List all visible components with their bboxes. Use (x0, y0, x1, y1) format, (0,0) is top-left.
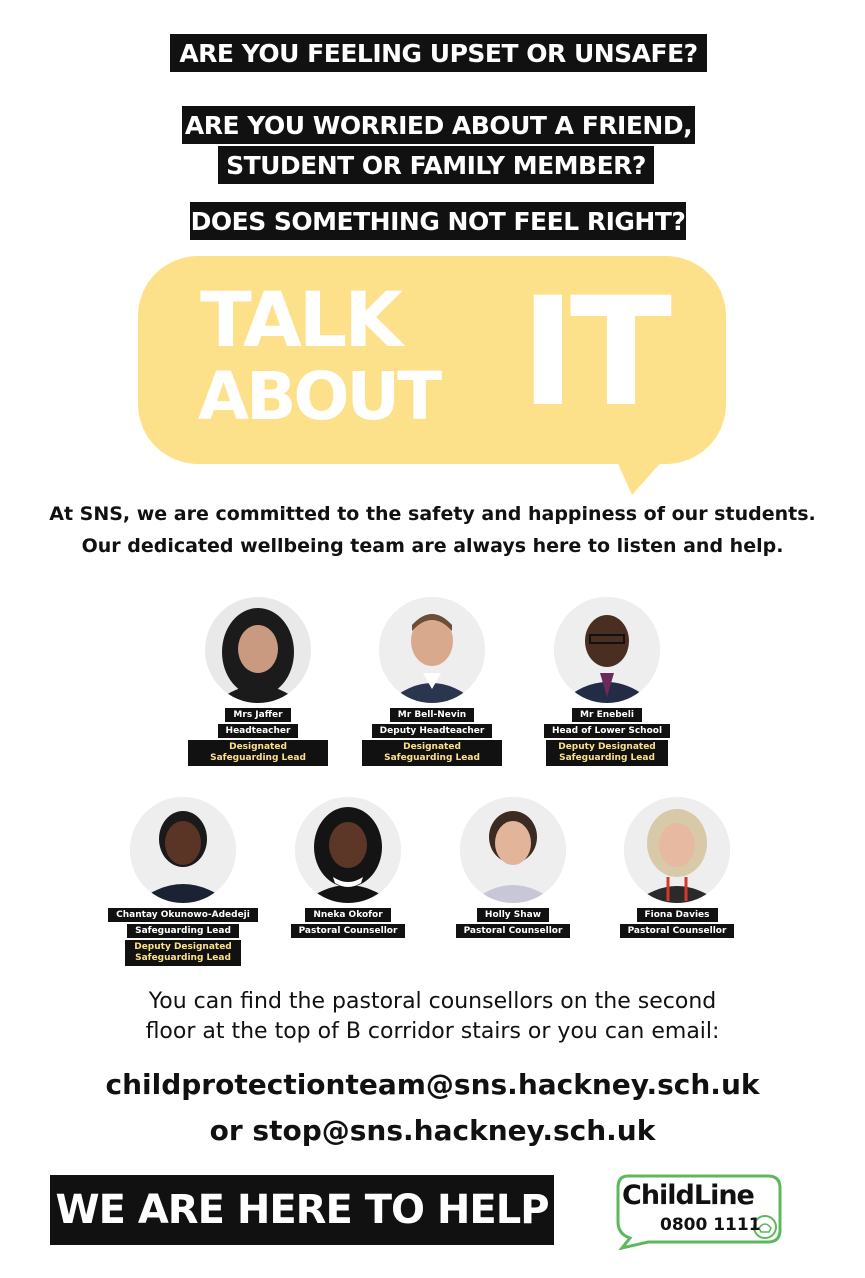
member-extra: Designated Safeguarding Lead (188, 740, 328, 766)
member-role: Pastoral Counsellor (620, 924, 735, 938)
member-name: Fiona Davies (637, 908, 718, 922)
childline-logo (608, 1172, 788, 1250)
intro-line-2: Our dedicated wellbeing team are always here to listen and help. (81, 535, 784, 557)
it-word: IT (520, 266, 667, 440)
location-line-1: You can find the pastoral counsellors on the second (148, 989, 717, 1014)
member-extra: Deputy Designated Safeguarding Lead (125, 940, 241, 966)
headline-upset: ARE YOU FEELING UPSET OR UNSAFE? (170, 34, 707, 72)
avatar (295, 797, 401, 903)
intro-line-1: At SNS, we are committed to the safety and happiness of our students. (49, 503, 816, 525)
member-name: Chantay Okunowo-Adedeji (108, 908, 258, 922)
member-extra: Designated Safeguarding Lead (362, 740, 502, 766)
headline-worried-1: ARE YOU WORRIED ABOUT A FRIEND, (182, 106, 695, 144)
member-name: Holly Shaw (477, 908, 549, 922)
help-banner: WE ARE HERE TO HELP (50, 1175, 554, 1245)
about-word: ABOUT (198, 358, 440, 435)
email-stop[interactable]: or stop@sns.hackney.sch.uk (209, 1114, 656, 1147)
avatar (379, 597, 485, 703)
avatar (460, 797, 566, 903)
member-extra: Deputy Designated Safeguarding Lead (546, 740, 668, 766)
team-member-jaffer (168, 597, 348, 766)
member-name: Mr Enebeli (572, 708, 642, 722)
member-role: Safeguarding Lead (127, 924, 239, 938)
team-member-okunowo-adedeji (93, 797, 273, 966)
avatar (554, 597, 660, 703)
team-member-bell-nevin (342, 597, 522, 766)
team-member-shaw (423, 797, 603, 938)
speech-bubble-tail (612, 450, 672, 495)
avatar (624, 797, 730, 903)
member-role: Deputy Headteacher (372, 724, 493, 738)
member-role: Head of Lower School (544, 724, 670, 738)
headline-not-right: DOES SOMETHING NOT FEEL RIGHT? (190, 202, 686, 240)
member-role: Pastoral Counsellor (456, 924, 571, 938)
team-member-okofor (258, 797, 438, 938)
avatar (205, 597, 311, 703)
member-name: Nneka Okofor (305, 908, 390, 922)
member-name: Mr Bell-Nevin (390, 708, 474, 722)
childline-number: 0800 1111 (660, 1215, 761, 1235)
member-role: Pastoral Counsellor (291, 924, 406, 938)
team-member-enebeli (517, 597, 697, 766)
team-member-davies (587, 797, 767, 938)
talk-word: TALK (200, 275, 401, 364)
member-name: Mrs Jaffer (225, 708, 290, 722)
childline-name: ChildLine (622, 1180, 754, 1211)
avatar (130, 797, 236, 903)
headline-worried-2: STUDENT OR FAMILY MEMBER? (218, 146, 654, 184)
email-childprotection[interactable]: childprotectionteam@sns.hackney.sch.uk (105, 1068, 760, 1101)
member-role: Headteacher (218, 724, 299, 738)
location-line-2: floor at the top of B corridor stairs or you can email: (145, 1019, 720, 1044)
